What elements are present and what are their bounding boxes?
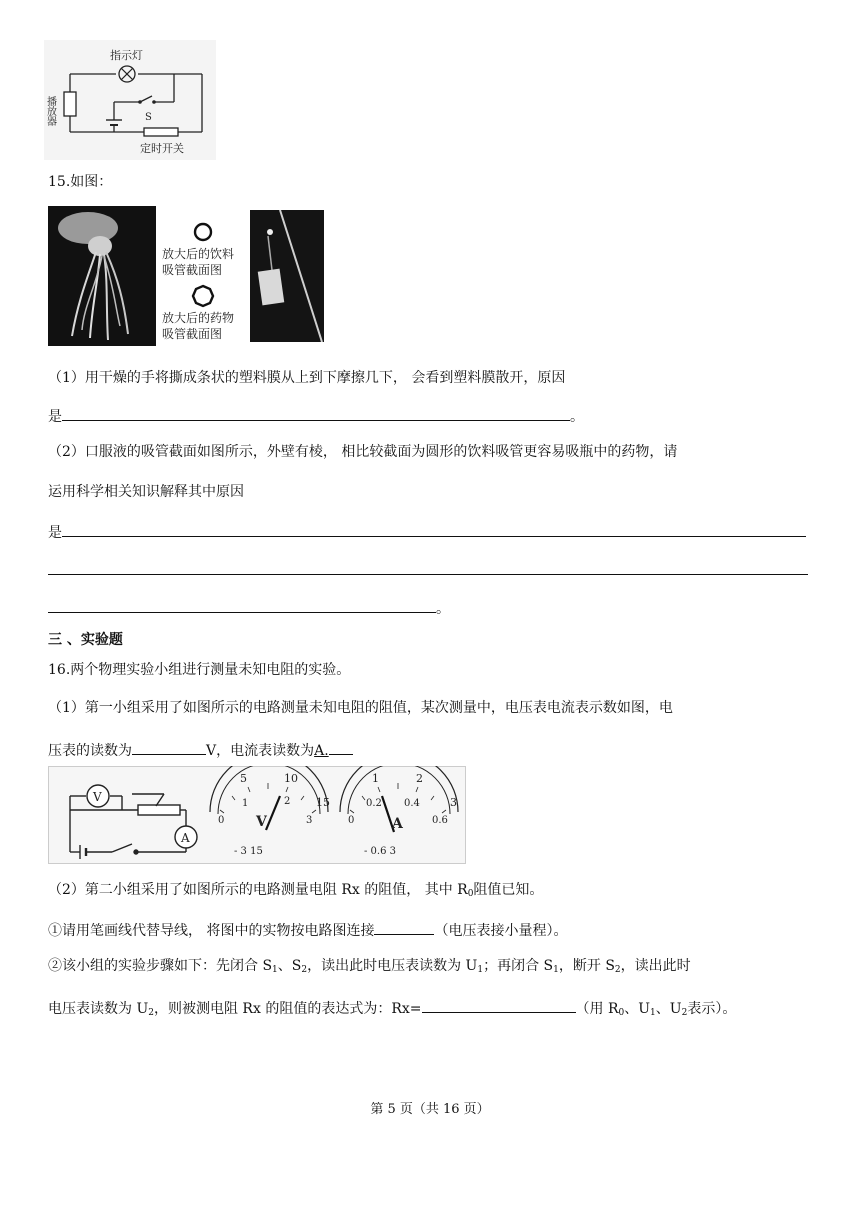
q15-part2-prefix: 是 (48, 525, 62, 541)
q15-part1-text: （1）用干燥的手将撕成条状的塑料膜从上到下摩擦几下， 会看到塑料膜散开，原因 (48, 370, 566, 386)
volt-tick-1: 1 (242, 798, 249, 809)
ammeter-symbol: A (392, 816, 403, 832)
q16-step3-e: 、U (655, 1001, 682, 1017)
q16-step3-b: ，则被测电阻 Rx 的阻值的表达式为：Rx= (153, 1001, 422, 1017)
q16-step2 (48, 956, 691, 980)
plastic-film-photo (48, 206, 156, 346)
q15-part1-blank[interactable] (62, 404, 570, 421)
q16-step1 (48, 918, 567, 941)
u1-sub: 1 (477, 965, 484, 975)
q16-step2-b: 、S (277, 958, 302, 974)
medicine-bottle-photo (250, 210, 324, 342)
q15-figure (48, 206, 324, 346)
switch-label: S (145, 112, 152, 123)
page-footer: 第 5 页（共 16 页） (370, 1102, 490, 1117)
straw-caption-1: 放大后的饮料 (162, 247, 235, 261)
q16-step3-c: （用 R (575, 1001, 619, 1017)
q15-part2-blank-1[interactable] (62, 520, 806, 537)
amp-tick-0-2: 0.2 (366, 798, 382, 809)
voltmeter-symbol: V (256, 814, 267, 830)
q15-part1-prefix: 是 (48, 409, 62, 425)
q15-part2-blank-3[interactable] (48, 596, 436, 613)
q15-part1-end: 。 (570, 409, 584, 425)
q16-heading: 16.两个物理实验小组进行测量未知电阻的实验。 (48, 662, 351, 678)
circuit-voltmeter-symbol: V (93, 790, 102, 804)
q16-step3-a: 电压表读数为 U (48, 1001, 149, 1017)
amp-tick-0-6: 0.6 (432, 815, 448, 826)
s1-sub: 1 (272, 965, 278, 975)
q16-step1-blank[interactable] (374, 918, 434, 935)
voltmeter-terminals: - 3 15 (234, 846, 263, 857)
r0-sub: 0 (618, 1008, 625, 1018)
straw-caption-2: 吸管截面图 (162, 263, 223, 277)
volt-tick-0: 0 (218, 815, 225, 826)
medicine-caption-1: 放大后的药物 (162, 311, 235, 325)
q16-rx-blank[interactable] (422, 996, 576, 1013)
s1-sub-2: 1 (553, 965, 559, 975)
volt-tick-3: 3 (306, 815, 313, 826)
ammeter-terminals: - 0.6 3 (364, 846, 397, 857)
q15-part2-blank-2[interactable] (48, 574, 808, 575)
volt-tick-2: 2 (284, 796, 291, 807)
q16-current-unit: A. (314, 743, 329, 759)
player-label: 播放器 (44, 96, 56, 126)
indicator-label: 指示灯 (110, 49, 143, 62)
q16-part2-tail: 阻值已知。 (473, 882, 544, 898)
circuit-diagram-timer (44, 40, 216, 160)
volt-tick-15: 15 (316, 796, 330, 809)
q15-part1-answer-line (48, 404, 584, 427)
q16-current-blank[interactable] (329, 738, 353, 755)
amp-tick-1: 1 (372, 772, 379, 785)
q16-step2-e: ，断开 S (558, 958, 615, 974)
section-heading: 三 、实验题 (48, 632, 123, 648)
q15-part2-answer-line-3 (48, 596, 450, 619)
q16-voltage-label: 压表的读数为 (48, 743, 132, 759)
q16-step3 (48, 996, 736, 1023)
volt-tick-10: 10 (284, 772, 298, 785)
amp-tick-0-4: 0.4 (404, 798, 420, 809)
q16-step2-f: ，读出此时 (620, 958, 691, 974)
circuit-ammeter-symbol: A (181, 831, 190, 845)
q16-step1-text: ①请用笔画线代替导线， 将图中的实物按电路图连接 (48, 923, 375, 939)
q16-part2-text (48, 880, 543, 904)
amp-tick-3: 3 (450, 796, 457, 809)
q15-part2-text-2: 运用科学相关知识解释其中原因 (48, 484, 244, 500)
q16-step3-d: 、U (624, 1001, 651, 1017)
u2-sub: 2 (148, 1008, 154, 1018)
s2-sub-2: 2 (614, 965, 621, 975)
medicine-caption-2: 吸管截面图 (162, 327, 223, 341)
q15-part2-end: 。 (436, 601, 450, 617)
q16-part2-sub: 0 (467, 889, 474, 899)
amp-tick-2: 2 (416, 772, 423, 785)
straw-cross-sections (158, 206, 254, 346)
q16-step2-a: ②该小组的实验步骤如下：先闭合 S (48, 958, 273, 974)
q15-part2-text-1: （2）口服液的吸管截面如图所示，外壁有棱， 相比较截面为圆形的饮料吸管更容易吸瓶中的药物，请 (48, 444, 678, 460)
q16-current-label: V，电流表读数为 (206, 743, 315, 759)
amp-tick-0: 0 (348, 815, 355, 826)
volt-tick-5: 5 (240, 772, 247, 785)
q16-part1-text-1: （1）第一小组采用了如图所示的电路测量未知电阻的阻值，某次测量中，电压表电流表示数如图，电 (48, 700, 673, 716)
s2-sub: 2 (301, 965, 308, 975)
q16-step2-c: ，读出此时电压表读数为 U (307, 958, 478, 974)
q16-part2-main: （2）第二小组采用了如图所示的电路测量电阻 Rx 的阻值， 其中 R (48, 882, 468, 898)
u2-sub-2: 2 (681, 1008, 688, 1018)
q16-step2-d: ；再闭合 S (483, 958, 554, 974)
q16-part1-text-2 (48, 738, 353, 761)
timer-switch-label: 定时开关 (140, 142, 184, 155)
q16-step3-f: 表示）。 (687, 1001, 737, 1017)
u1-sub-2: 1 (650, 1008, 656, 1018)
q15-heading: 15.如图： (48, 174, 113, 190)
q16-voltage-blank[interactable] (132, 738, 206, 755)
q15-part2-answer-line-1 (48, 520, 806, 543)
q16-step1-note: （电压表接小量程）。 (434, 923, 568, 939)
q16-meters-figure (48, 766, 466, 864)
